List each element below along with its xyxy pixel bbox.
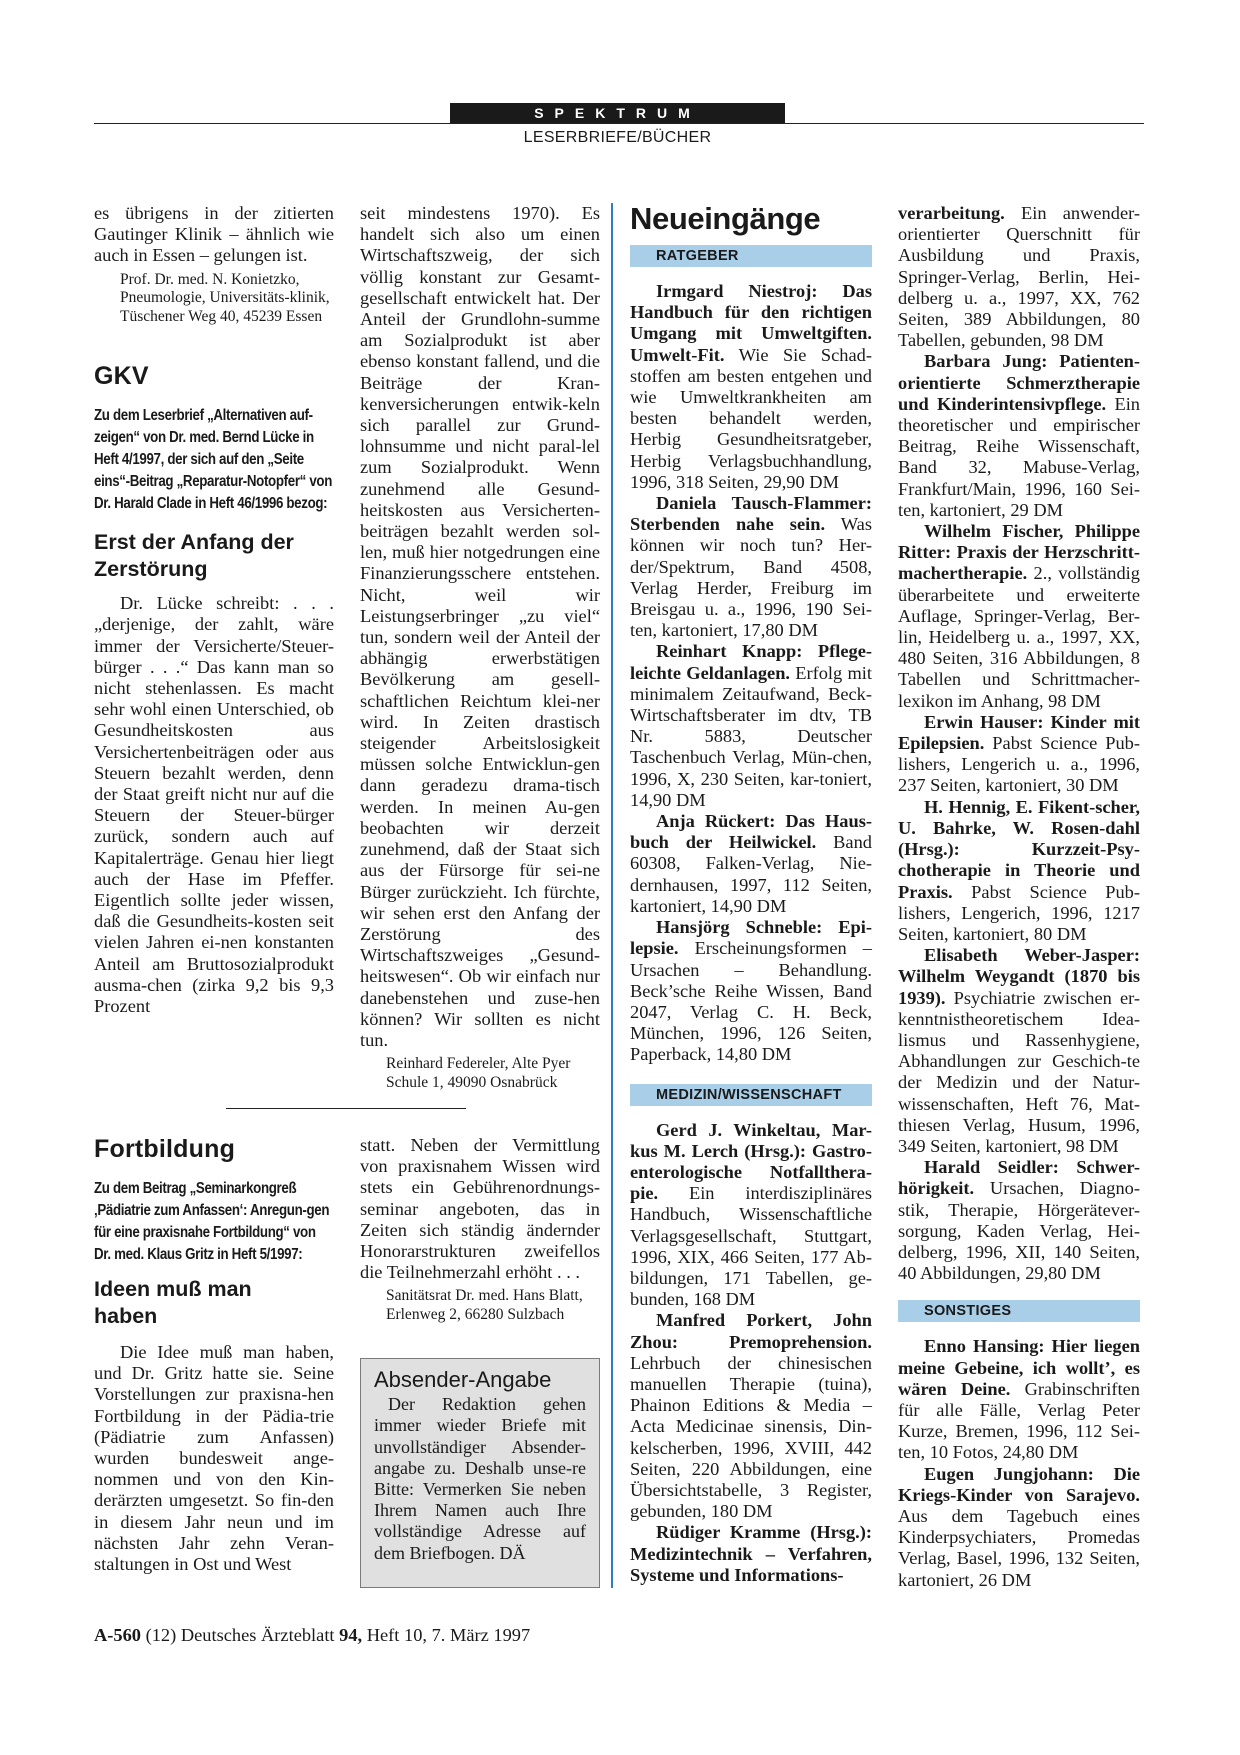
- book-author-title: Eugen Jungjohann: Die Kriegs-Kinder von Sarajevo.: [898, 1463, 1140, 1505]
- book-entry: [898, 1157, 1140, 1284]
- letter-signature-gkv: Reinhard Federeler, Alte Pyer Schule 1, 49090 Osnabrück: [386, 1055, 571, 1091]
- book-details: Band 60308, Falken-Verlag, Nie-dernhausen, 1997, 112 Seiten, kartoniert, 14,90 DM: [630, 832, 872, 916]
- page-number: A-560: [94, 1625, 141, 1645]
- book-details: 2., vollständig überarbeitete und erweiterte Auflage, Springer-Verlag, Ber-lin, Heidelberg u. a., 1997, XX, 480 Seiten, 316 Abbildungen, 8 Tabellen und Schrittmacher-lexikon im Anhang, 98 DM: [898, 563, 1140, 711]
- book-entry: [630, 1120, 872, 1311]
- letters-column-1: [94, 203, 334, 1017]
- book-entry: [630, 1522, 872, 1586]
- book-details: Wie Sie Schad-stoffen am besten entgehen und wie Umweltkrankheiten am besten behandelt werden, Herbig Gesundheitsratgeber, Herbig Verlagsbuchhandlung, 1996, 318 Seiten, 29,90 DM: [630, 344, 872, 492]
- book-author-title: Manfred Porkert, John Zhou: Premoprehension.: [630, 1310, 872, 1352]
- book-author-title: Harald Seidler: Schwer-hörigkeit.: [898, 1157, 1140, 1199]
- page-footer: [94, 1625, 530, 1646]
- book-list-sonstiges: [898, 1336, 1140, 1590]
- book-entry: [630, 917, 872, 1065]
- book-author-title: Erwin Hauser: Kinder mit Epilepsien.: [898, 711, 1140, 754]
- book-entry: [898, 797, 1140, 945]
- fortbildung-column-2: [360, 1135, 600, 1324]
- book-list-ratgeber: [630, 281, 872, 1066]
- category-ratgeber: RATGEBER: [630, 245, 872, 267]
- book-details: Pabst Science Pub-lishers, Lengerich u. a., 1996, 237 Seiten, kartoniert, 30 DM: [898, 733, 1140, 796]
- footer-journal-prefix: (12) Deutsches Ärzteblatt: [141, 1625, 340, 1645]
- book-details: Ein interdisziplinäres Handbuch, Wissenschaftliche Verlagsgesellschaft, Stuttgart, 1996, XIX, 466 Seiten, 177 Ab-bildungen, 171 Tabellen, ge-bunden, 168 DM: [630, 1183, 872, 1310]
- books-title: Neueingänge: [630, 201, 821, 236]
- subsection-label: LESERBRIEFE/BÜCHER: [523, 129, 712, 146]
- book-author-title: H. Hennig, E. Fikent-scher, U. Bahrke, W. Rosen-dahl (Hrsg.): Kurzzeit-Psy-chotherapie in Theorie und Praxis.: [898, 796, 1140, 902]
- book-details: Was können wir noch tun? Her-der/Spektrum, Band 4508, Verlag Herder, Freiburg im Breisgau u. a., 1996, 190 Sei-ten, kartoniert, 17,80 DM: [630, 514, 872, 641]
- section-label: SPEKTRUM: [450, 103, 785, 124]
- book-entry: [898, 945, 1140, 1157]
- book-author-title: Wilhelm Fischer, Philippe Ritter: Praxis der Herzschritt-machertherapie.: [898, 521, 1140, 584]
- book-author-title: Gerd J. Winkeltau, Mar-kus M. Lerch (Hrsg.): Gastro-enterologische Notfallthera-pie.: [630, 1119, 872, 1204]
- book-author-title: Daniela Tausch-Flammer: Sterbenden nahe sein.: [630, 493, 872, 535]
- book-details: Aus dem Tagebuch eines Kinderpsychiaters, Promedas Verlag, Basel, 1996, 132 Seiten, kartoniert, 26 DM: [898, 1505, 1140, 1590]
- header-rule: [94, 123, 1144, 124]
- book-details: Erscheinungsformen – Ursachen – Behandlung. Beck’sche Reihe Wissen, Band 2047, Verlag C. H. Beck, München, 1996, 126 Seiten, Paperback, 14,80 DM: [630, 938, 872, 1065]
- letter-signature-fortbildung: Sanitätsrat Dr. med. Hans Blatt, Erlenweg 2, 66280 Sulzbach: [386, 1287, 583, 1323]
- book-author-title: Elisabeth Weber-Jasper: Wilhelm Weygandt (1870 bis 1939).: [898, 945, 1140, 1008]
- letter-body-fortbildung-part2: statt. Neben der Vermittlung von praxisnahem Wissen wird stets ein Gebührenordnungs-seminar angeboten, das in Zeiten sich ständig ändernder Honorarstrukturen zweifellos die Teilnehmerzahl erhöht . . .: [360, 1135, 600, 1283]
- letters-column-2: [360, 203, 600, 1092]
- book-entry: [898, 712, 1140, 797]
- book-details: Pabst Science Pub-lishers, Lengerich, 1996, 1217 Seiten, kartoniert, 80 DM: [898, 881, 1140, 944]
- letter-signature: Prof. Dr. med. N. Konietzko, Pneumologie, Universitäts-klinik, Tüschener Weg 40, 45239 Essen: [120, 270, 330, 325]
- book-entry: [630, 1310, 872, 1522]
- book-list-medizin: [630, 1120, 872, 1586]
- rubric-gkv: GKV: [94, 362, 149, 391]
- letter-intro-fortbildung: Zu dem Beitrag „Seminarkongreß ‚Pädiatrie zum Anfassen‘: Anregun-gen für eine praxisnahe Fortbildung“ von Dr. med. Klaus Gritz in Heft 5/1997:: [94, 1180, 330, 1263]
- book-entry: [630, 641, 872, 811]
- letter-body-gkv-part2: seit mindestens 1970). Es handelt sich also um einen Wirtschaftszweig, der sich völlig konstant zur Gesamt-gesellschaft entwickelt hat. Der Anteil der Grundlohn-summe am Sozialprodukt ist aber ebenso konstant fallend, und die Beiträge der Kran-kenversicherungen entwik-keln sich parallel zur Grund-lohnsumme und nicht paral-lel zum Sozialprodukt. Wenn zunehmend alle Gesund-heitskosten aus Versicherten-beiträgen bezahlt werden sol-len, muß hier notgedrungen eine Finanzierungsschere entstehen. Nicht, weil wir Leistungserbringer „zu viel“ tun, sondern weil der Anteil der abhängig erwerbstätigen Bevölkerung am gesell-schaftlichen Reichtum klei-ner wird. In Zeiten drastisch steigender Arbeitslosigkeit müssen solche Entwicklun-gen dann geradezu drama-tisch werden. In meinen Au-gen beobachten wir derzeit zunehmend, daß der Staat sich aus der Fürsorge für sei-ne Bürger zurückzieht. Ich fürchte, wir sehen erst den Anfang der Zerstörung des Wirtschaftszweiges „Gesund-heitswesen“. Ob wir einfach nur danebenstehen und zuse-hen können? Wir sollten es nicht tun.: [360, 203, 600, 1050]
- letter-headline-gkv: Erst der Anfang der Zerstörung: [94, 530, 294, 582]
- letter-body-fortbildung-part1: Die Idee muß man haben, und Dr. Gritz hatte sie. Seine Vorstellungen zur praxisna-hen Fortbildung in der Pädia-trie (Pädiatrie zum Anfassen) wurden bundesweit ange-nommen und von den Kin-derärzten umgesetzt. So fin-den in diesem Jahr neun und im nächsten Jahr zehn Veran-staltungen in Ost und West: [94, 1342, 334, 1575]
- book-author-title: Reinhart Knapp: Pflege-leichte Geldanlagen.: [630, 641, 872, 683]
- rubric-fortbildung: Fortbildung: [94, 1135, 236, 1163]
- books-column-3: [630, 201, 872, 1586]
- fortbildung-column-1: [94, 1135, 334, 1575]
- book-entry: [898, 1336, 1140, 1463]
- category-sonstiges: SONSTIGES: [898, 1300, 1140, 1322]
- section-divider: [226, 1108, 466, 1109]
- book-details: Grabinschriften für alle Fälle, Verlag Peter Kurze, Bremen, 1996, 112 Sei-ten, 10 Fotos, 24,80 DM: [898, 1378, 1140, 1463]
- book-entry: [898, 1464, 1140, 1591]
- book-entry: [898, 521, 1140, 712]
- letter-headline-fortbildung: Ideen muß man haben: [94, 1277, 252, 1328]
- book-details: Ursachen, Diagno-stik, Therapie, Hörgerätever-sorgung, Kaden Verlag, Hei-delberg, 1996, XII, 140 Seiten, 40 Abbildungen, 29,80 DM: [898, 1178, 1140, 1284]
- book-entry: [898, 351, 1140, 521]
- column-divider: [611, 203, 613, 1588]
- book-author-title: Rüdiger Kramme (Hrsg.): Medizintechnik – Verfahren, Systeme und Informations-: [630, 1522, 872, 1585]
- notice-box: [360, 1358, 600, 1588]
- book-details: Ein theoretischer und empirischer Beitrag, Reihe Wissenschaft, Band 32, Mabuse-Verlag, Frankfurt/Main, 1996, 160 Sei-ten, kartoniert, 29 DM: [898, 393, 1141, 520]
- book-entry: [630, 811, 872, 917]
- book-details: Psychiatrie zwischen er-kenntnistheoretischem Idea-lismus und Rassenhygiene, Abhandlungen zur Geschich-te der Medizin und der Natur-wissenschaften, Heft 76, Mat-thiesen Verlag, Husum, 1996, 349 Seiten, kartoniert, 98 DM: [898, 987, 1140, 1156]
- letter-intro-gkv: Zu dem Leserbrief „Alternativen auf-zeigen“ von Dr. med. Bernd Lücke in Heft 4/1997, der sich auf den „Seite eins“-Beitrag „Reparatur-Notopfer“ von Dr. Harald Clade in Heft 46/1996 bezog:: [94, 407, 333, 513]
- letter-continuation-text: es übrigens in der zitierten Gautinger Klinik – ähnlich wie auch in Essen – gelungen ist.: [94, 203, 334, 266]
- book-details: Ein anwender-orientierter Querschnitt für Ausbildung und Praxis, Springer-Verlag, Berlin, Hei-delberg u. a., 1997, XX, 762 Seiten, 389 Abbildungen, 80 Tabellen, gebunden, 98 DM: [898, 203, 1140, 351]
- book-author-title: Anja Rückert: Das Haus-buch der Heilwickel.: [630, 811, 872, 853]
- books-column-4: [898, 203, 1140, 1591]
- notice-text: Der Redaktion gehen immer wieder Briefe mit unvollständiger Absender-angabe zu. Deshalb unse-re Bitte: Vermerken Sie neben Ihrem Namen auch Ihre vollständige Adresse auf dem Briefbogen. DÄ: [374, 1394, 586, 1563]
- footer-issue: Heft 10, 7. März 1997: [362, 1625, 531, 1645]
- book-author-title: Hansjörg Schneble: Epi-lepsie.: [630, 917, 872, 959]
- category-medizin: MEDIZIN/WISSENSCHAFT: [630, 1084, 872, 1106]
- book-details: Lehrbuch der chinesischen manuellen Therapie (tuina), Phainon Editions & Media – Acta Medicinae sinensis, Din-kelscherben, 1996, XVIII, 442 Seiten, 220 Abbildungen, eine Übersichtstabelle, 3 Register, gebunden, 180 DM: [630, 1352, 872, 1522]
- book-author-title: Irmgard Niestroj: Das Handbuch für den richtigen Umgang mit Umweltgiften. Umwelt-Fit.: [630, 281, 872, 365]
- book-author-title: Barbara Jung: Patienten-orientierte Schmerztherapie und Kinderintensivpflege.: [898, 351, 1140, 414]
- book-entry: [630, 281, 872, 493]
- book-author-title: verarbeitung.: [898, 203, 1005, 223]
- book-author-title: Enno Hansing: Hier liegen meine Gebeine, ich wollt’, es wären Deine.: [898, 1336, 1140, 1399]
- book-entry: [630, 493, 872, 641]
- notice-title: Absender-Angabe: [374, 1367, 552, 1392]
- book-list-continued: [898, 203, 1140, 1284]
- letter-body-gkv-part1: Dr. Lücke schreibt: . . . „derjenige, der zahlt, wäre immer der Versicherte/Steuer-bürger . . .“ Das kann man so nicht stehenlassen. Es macht sehr wohl einen Unterschied, ob Gesundheitskosten aus Versichertenbeiträgen oder aus Steuern bezahlt werden, denn der Staat greift nicht nur auf die Steuern der Steuer-bürger zurück, sondern auch auf Kapitalerträge. Genau hier liegt auch der Hase im Pfeffer. Eigentlich sollte jeder wissen, daß die Gesundheits-kosten seit vielen Jahren ei-nen konstanten Anteil am Bruttosozialprodukt ausma-chen (zirka 9,2 bis 9,3 Prozent: [94, 593, 334, 1016]
- book-entry: [898, 203, 1140, 351]
- book-details: Erfolg mit minimalem Zeitaufwand, Beck-Wirtschaftsberater im dtv, TB Nr. 5883, Deutscher Taschenbuch Verlag, Mün-chen, 1996, X, 230 Seiten, kar-toniert, 14,90 DM: [630, 662, 872, 810]
- footer-volume: 94,: [339, 1625, 363, 1645]
